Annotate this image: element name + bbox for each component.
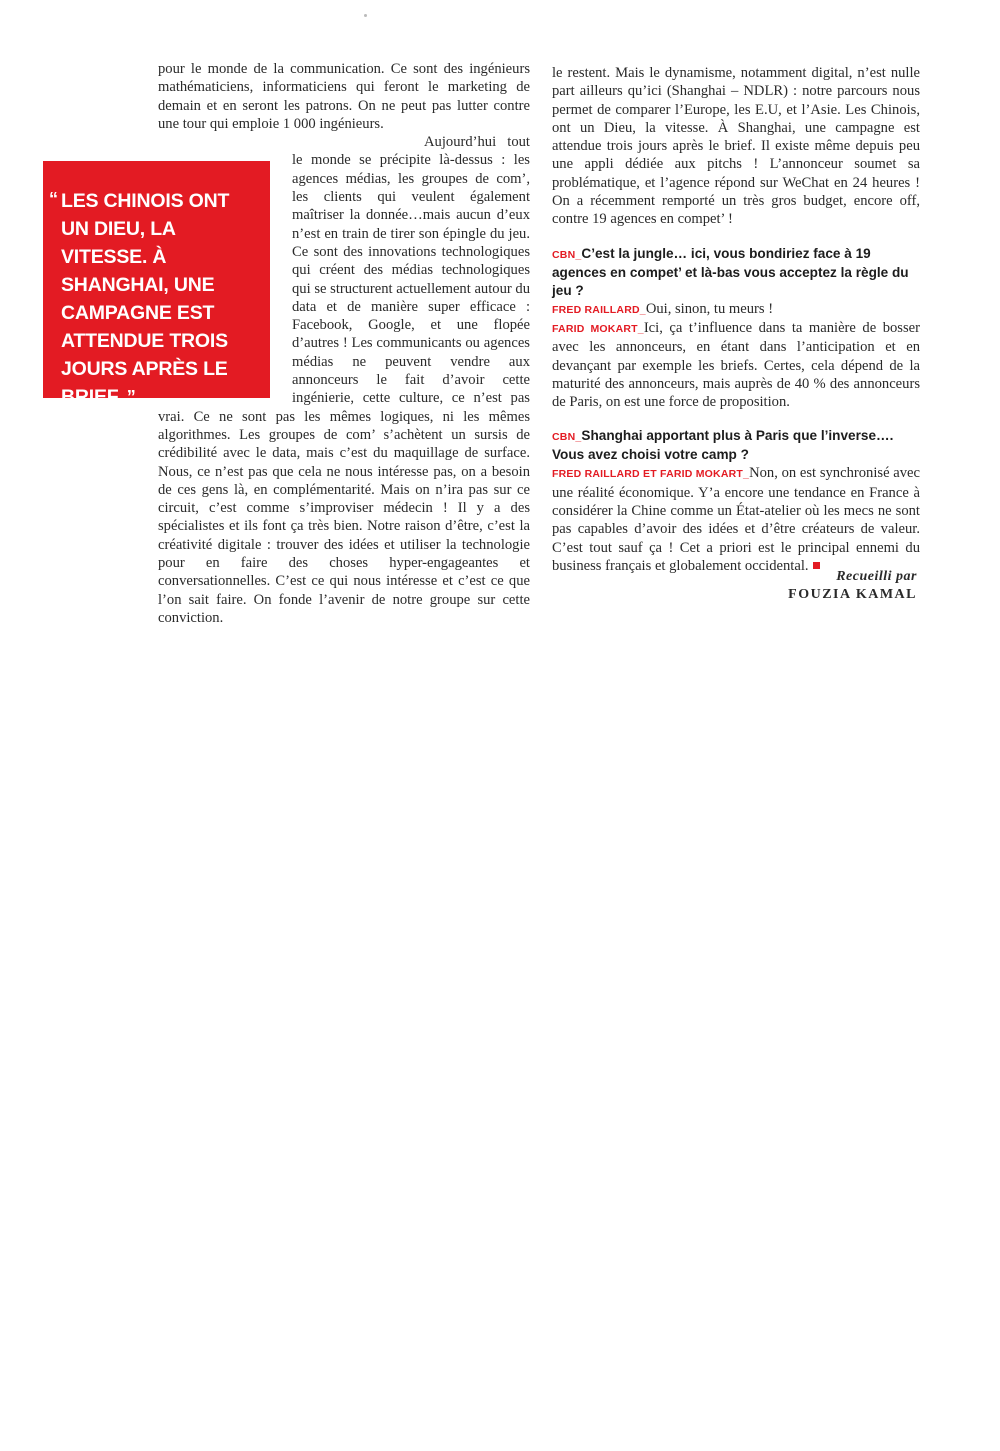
pull-quote-wrap-space	[158, 133, 292, 395]
question-1	[552, 245, 920, 300]
left-paragraph-2: Aujourd’hui tout le monde se précipite là-dessus : les agences médias, les groupes de com’, les clients qui veulent également maîtriser la donnée…mais aucun d’eux n’est en train de tirer son épingle du jeu. Ce sont des innovations technologiques qui créent des médias technologiques qui se structurent actuellement autour du data et de manière super efficace : Facebook, Google, et une flopée d’autres ! Les communicants ou agences médias ne peuvent vendre aux annonceurs le fait d’avoir cette ingénierie, cette culture, ce n’est pas vrai. Ce ne sont pas les mêmes logiques, ni les mêmes algorithmes. Les groupes de com’ s’achètent un sursis de crédibilité avec le data, mais c’est du maquillage de surface. Nous, ce n’est pas que cela ne nous intéresse pas, on a besoin de ces gens là, en complémentarité. Mais on n’ira pas sur ce circuit, c’est comme s’improviser médecin ! Il y a des spécialistes et ils font ça très bien. Notre raison d’être, c’est la créativité digitale : trouver des idées et utiliser la technologie pour en faire des choses hyper-engageantes et conversationnelles. C’est ce qui nous intéresse et c’est ce que l’on sait faire. On fonde l’avenir de notre groupe sur cette conviction.	[158, 134, 530, 626]
question-tag: CBN_	[552, 248, 582, 261]
answer-1b	[552, 319, 920, 411]
answer-1a	[552, 300, 920, 319]
answer-text: Oui, sinon, tu meurs !	[645, 300, 774, 317]
answer-2	[552, 464, 920, 575]
right-column	[552, 64, 920, 575]
credit-author: FOUZIA KAMAL	[788, 587, 917, 602]
speaker-tag: FRED RAILLARD ET FARID MOKART_	[552, 468, 750, 481]
question-text: Shanghai apportant plus à Paris que l’inverse…. Vous avez choisi votre camp ?	[552, 428, 894, 463]
question-tag: CBN_	[552, 431, 582, 444]
question-text: C’est la jungle… ici, vous bondiriez face à 19 agences en compet’ et là-bas vous acceptez la règle du jeu ?	[552, 245, 909, 298]
question-2	[552, 427, 920, 464]
qa-block-2	[552, 427, 920, 575]
pull-quote-close-mark: ”	[126, 387, 136, 407]
left-column	[158, 60, 530, 627]
credit-label: Recueilli par	[836, 569, 917, 584]
left-paragraph-1: pour le monde de la communication. Ce sont des ingénieurs mathématiciens, informaticiens qui feront le marketing de demain et en seront les patrons. On ne peut pas lutter contre une tour qui emploie 1 000 ingénieurs.	[158, 61, 530, 132]
article-credit	[700, 568, 917, 604]
scan-speck	[364, 14, 367, 17]
answer-text: Ici, ça t’influence dans ta manière de bosser avec les annonceurs, en étant dans l’anticipation et en devançant par exemple les briefs. Certes, cela dépend de la maturité des annonceurs, mais auprès de 40 % des annonceurs de Paris, on est une force de proposition.	[552, 319, 920, 411]
qa-block-1	[552, 245, 920, 412]
right-paragraph-1: le restent. Mais le dynamisme, notamment digital, n’est nulle part ailleurs qu’ici (Shanghai – NDLR) : notre parcours nous permet de comparer l’Europe, les E.U, et l’Asie. Les Chinois, ont un Dieu, la vitesse. À Shanghai, une campagne est attendue trois jours après le brief. Il existe même depuis peu une appli dédiée aux pitchs ! L’annonceur soumet sa problématique, et l’agence répond sur WeChat en 24 heures ! On a récemment remporté un très gros budget, encore off, contre 19 agences en compet’ !	[552, 65, 920, 228]
pull-quote-text: LES CHINOIS ONT UN DIEU, LA VITESSE. À SHANGHAI, UNE CAMPAGNE EST ATTENDUE TROIS JOURS APRÈS LE BRIEF.	[61, 190, 230, 408]
answer-text: Non, on est synchronisé avec une réalité économique. Y’a encore une tendance en France à considérer la Chine comme un État-atelier où les mecs ne sont pas capables d’avoir des idées et d’être créateurs de valeur. C’est tout sauf ça ! Cet a priori est le principal ennemi du business français et globalement occidental.	[552, 465, 920, 574]
speaker-tag: FARID MOKART_	[552, 322, 644, 335]
pull-quote-open-mark: “	[49, 189, 58, 209]
speaker-tag: FRED RAILLARD_	[552, 303, 646, 316]
